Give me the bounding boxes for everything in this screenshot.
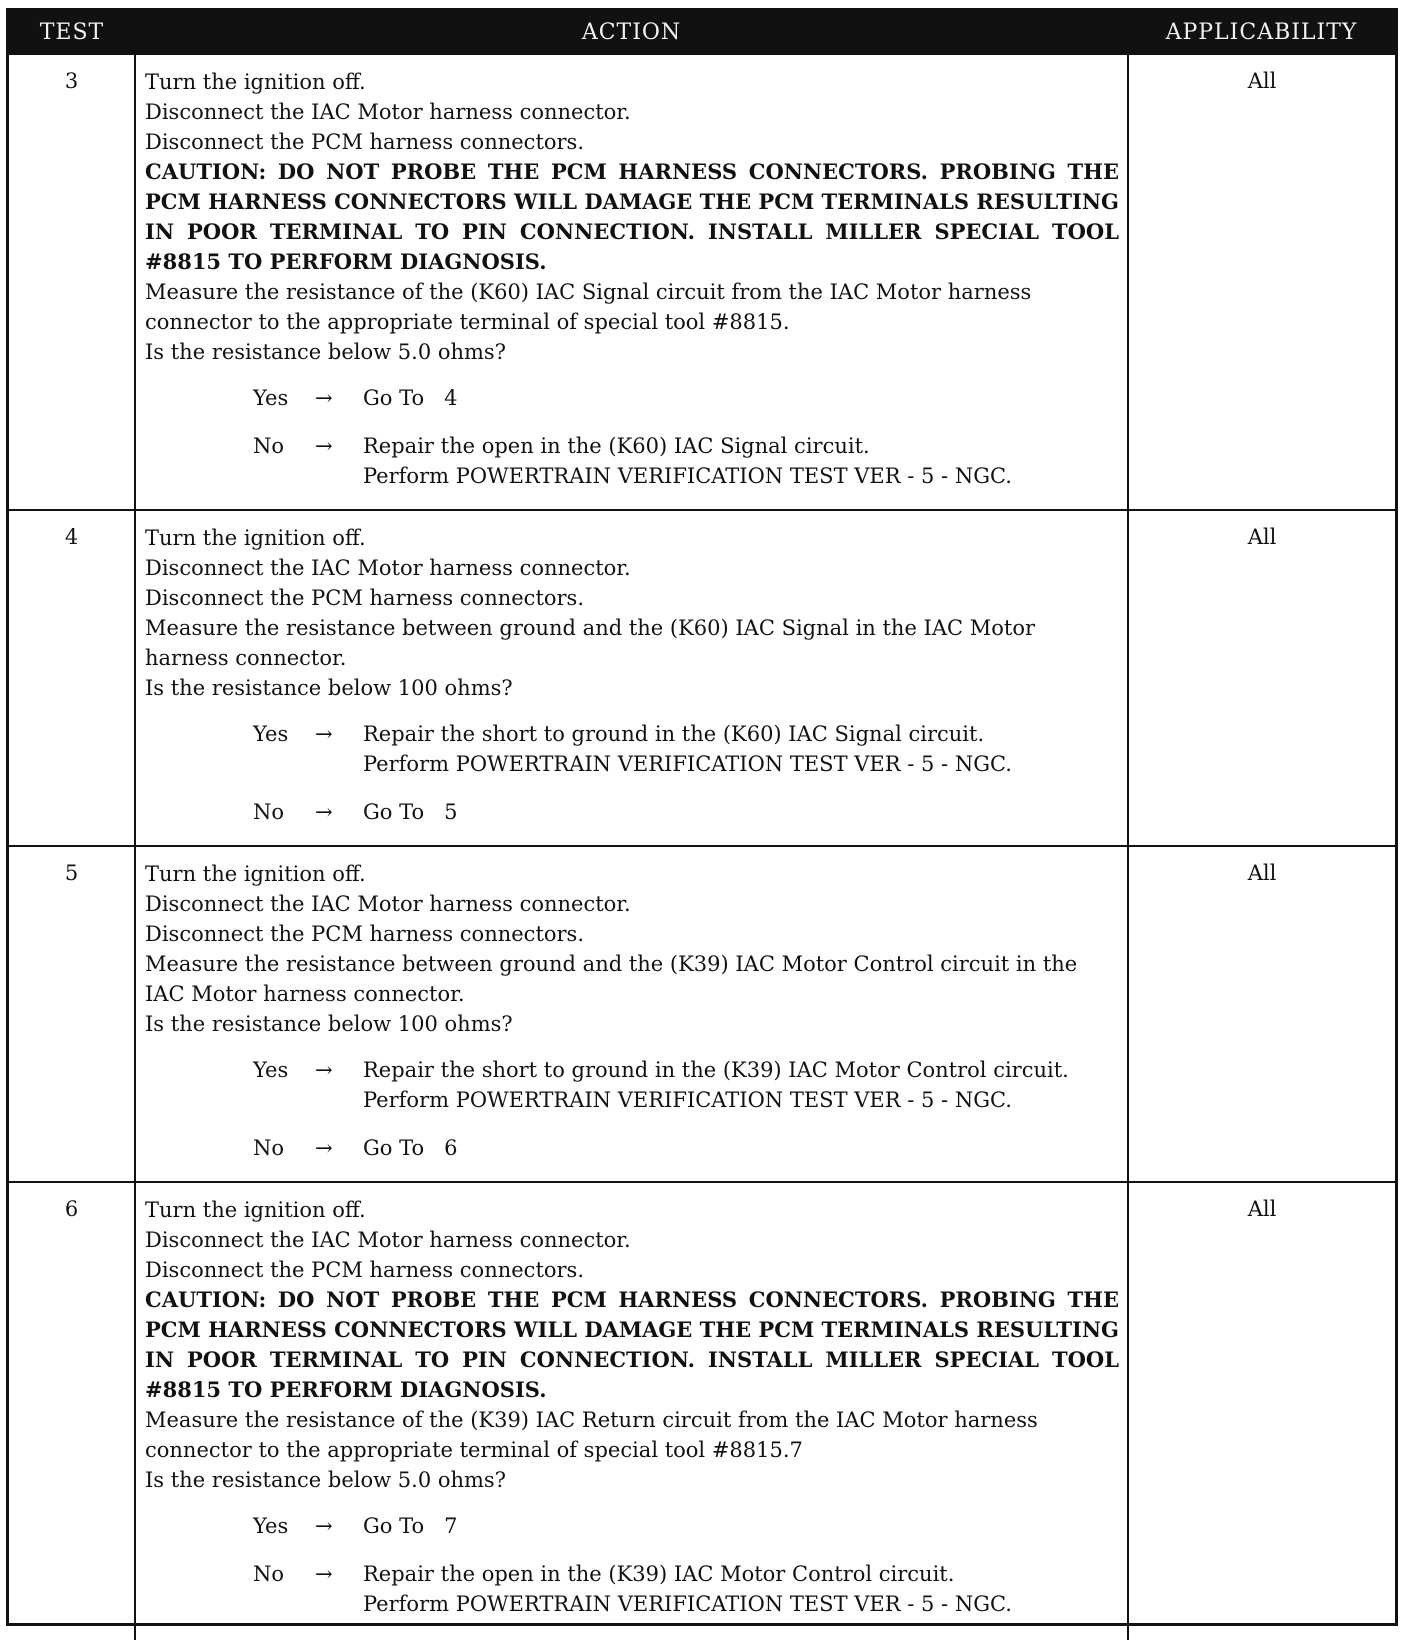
- outcome-result-line: Perform POWERTRAIN VERIFICATION TEST VER - 5 - NGC.: [363, 1088, 1012, 1112]
- test-question: Is the resistance below 5.0 ohms?: [145, 340, 506, 364]
- test-row: [9, 54, 1395, 510]
- outcome-result-line: Repair the open in the (K60) IAC Signal circuit.: [363, 434, 870, 458]
- action-step: Disconnect the IAC Motor harness connector.: [145, 1228, 631, 1252]
- test-question: Is the resistance below 5.0 ohms?: [145, 1468, 506, 1492]
- action-step: Disconnect the PCM harness connectors.: [145, 130, 585, 154]
- test-number: 6: [9, 1182, 135, 1640]
- outcome-result-line: Repair the short to ground in the (K39) IAC Motor Control circuit.: [363, 1058, 1069, 1082]
- outcome-result-line: Repair the open in the (K39) IAC Motor Control circuit.: [363, 1562, 955, 1586]
- caution-note: CAUTION: DO NOT PROBE THE PCM HARNESS CONNECTORS. PROBING THE PCM HARNESS CONNECTORS WILL DAMAGE THE PCM TERMINALS RESULTING IN POOR TERMINAL TO PIN CONNECTION. INSTALL MILLER SPECIAL TOOL #8815 TO PERFORM DIAGNOSIS.: [145, 1287, 1119, 1402]
- test-row: [9, 1182, 1395, 1640]
- header-applicability: APPLICABILITY: [1128, 11, 1395, 54]
- test-row: [9, 846, 1395, 1182]
- action-step: Turn the ignition off.: [145, 70, 366, 94]
- arrow-right-icon: →: [315, 1562, 333, 1586]
- diagnostic-procedure-table: [6, 8, 1398, 1626]
- arrow-right-icon: →: [315, 386, 333, 410]
- outcome-result: [363, 719, 1119, 779]
- arrow-right-icon: →: [315, 1058, 333, 1082]
- caution-note: CAUTION: DO NOT PROBE THE PCM HARNESS CONNECTORS. PROBING THE PCM HARNESS CONNECTORS WILL DAMAGE THE PCM TERMINALS RESULTING IN POOR TERMINAL TO PIN CONNECTION. INSTALL MILLER SPECIAL TOOL #8815 TO PERFORM DIAGNOSIS.: [145, 159, 1119, 274]
- action-step: Disconnect the IAC Motor harness connector.: [145, 100, 631, 124]
- action-step: Turn the ignition off.: [145, 862, 366, 886]
- outcome-answer: No: [253, 434, 285, 458]
- test-table: [9, 11, 1395, 1640]
- outcome-result-line: Perform POWERTRAIN VERIFICATION TEST VER - 5 - NGC.: [363, 464, 1012, 488]
- outcome-result: [363, 1055, 1119, 1115]
- arrow-right-icon: →: [315, 1514, 333, 1538]
- action-step: Disconnect the PCM harness connectors.: [145, 922, 585, 946]
- outcome-no: [253, 1559, 1119, 1619]
- applicability-value: All: [1128, 510, 1395, 846]
- test-row: [9, 510, 1395, 846]
- action-cell: [135, 1182, 1128, 1640]
- applicability-value: All: [1128, 1182, 1395, 1640]
- outcome-yes: [253, 1511, 1119, 1541]
- measure-instruction: Measure the resistance of the (K60) IAC Signal circuit from the IAC Motor harness connector to the appropriate terminal of special tool #8815.: [145, 280, 1032, 334]
- outcome-result-line: Go To 4: [363, 386, 458, 410]
- outcomes: [145, 1511, 1119, 1619]
- test-question: Is the resistance below 100 ohms?: [145, 676, 513, 700]
- outcome-answer: No: [253, 1136, 285, 1160]
- outcome-result-line: Repair the short to ground in the (K60) IAC Signal circuit.: [363, 722, 985, 746]
- arrow-right-icon: →: [315, 1136, 333, 1160]
- action-cell: [135, 54, 1128, 510]
- action-step: Disconnect the IAC Motor harness connector.: [145, 556, 631, 580]
- arrow-right-icon: →: [315, 722, 333, 746]
- header-row: [9, 11, 1395, 54]
- test-number: 5: [9, 846, 135, 1182]
- test-number: 4: [9, 510, 135, 846]
- outcome-result: [363, 1559, 1119, 1619]
- measure-instruction: Measure the resistance between ground and the (K60) IAC Signal in the IAC Motor harness connector.: [145, 616, 1036, 670]
- action-cell: [135, 510, 1128, 846]
- outcome-yes: [253, 1055, 1119, 1115]
- outcomes: [145, 1055, 1119, 1163]
- outcome-result-line: Go To 5: [363, 800, 458, 824]
- outcome-yes: [253, 383, 1119, 413]
- outcome-result-line: Go To 7: [363, 1514, 458, 1538]
- outcome-answer: Yes: [253, 386, 289, 410]
- action-step: Disconnect the IAC Motor harness connector.: [145, 892, 631, 916]
- outcome-answer: No: [253, 800, 285, 824]
- outcome-result: [363, 1511, 1119, 1541]
- outcome-result-line: Go To 6: [363, 1136, 458, 1160]
- header-test: TEST: [9, 11, 135, 54]
- outcome-result: [363, 797, 1119, 827]
- outcome-no: [253, 431, 1119, 491]
- test-question: Is the resistance below 100 ohms?: [145, 1012, 513, 1036]
- outcome-result-line: Perform POWERTRAIN VERIFICATION TEST VER - 5 - NGC.: [363, 752, 1012, 776]
- outcome-yes: [253, 719, 1119, 779]
- arrow-right-icon: →: [315, 800, 333, 824]
- outcome-answer: Yes: [253, 1514, 289, 1538]
- outcome-answer: Yes: [253, 1058, 289, 1082]
- outcomes: [145, 719, 1119, 827]
- test-number: 3: [9, 54, 135, 510]
- outcome-result-line: Perform POWERTRAIN VERIFICATION TEST VER - 5 - NGC.: [363, 1592, 1012, 1616]
- outcome-answer: No: [253, 1562, 285, 1586]
- action-cell: [135, 846, 1128, 1182]
- header-action: ACTION: [135, 11, 1128, 54]
- measure-instruction: Measure the resistance between ground and the (K39) IAC Motor Control circuit in the IAC Motor harness connector.: [145, 952, 1078, 1006]
- outcome-answer: Yes: [253, 722, 289, 746]
- outcome-result: [363, 1133, 1119, 1163]
- applicability-value: All: [1128, 54, 1395, 510]
- action-step: Disconnect the PCM harness connectors.: [145, 586, 585, 610]
- outcome-result: [363, 383, 1119, 413]
- outcome-no: [253, 797, 1119, 827]
- action-step: Turn the ignition off.: [145, 1198, 366, 1222]
- action-step: Disconnect the PCM harness connectors.: [145, 1258, 585, 1282]
- arrow-right-icon: →: [315, 434, 333, 458]
- action-step: Turn the ignition off.: [145, 526, 366, 550]
- outcome-no: [253, 1133, 1119, 1163]
- outcome-result: [363, 431, 1119, 491]
- measure-instruction: Measure the resistance of the (K39) IAC Return circuit from the IAC Motor harness connector to the appropriate terminal of special tool #8815.7: [145, 1408, 1038, 1462]
- applicability-value: All: [1128, 846, 1395, 1182]
- outcomes: [145, 383, 1119, 491]
